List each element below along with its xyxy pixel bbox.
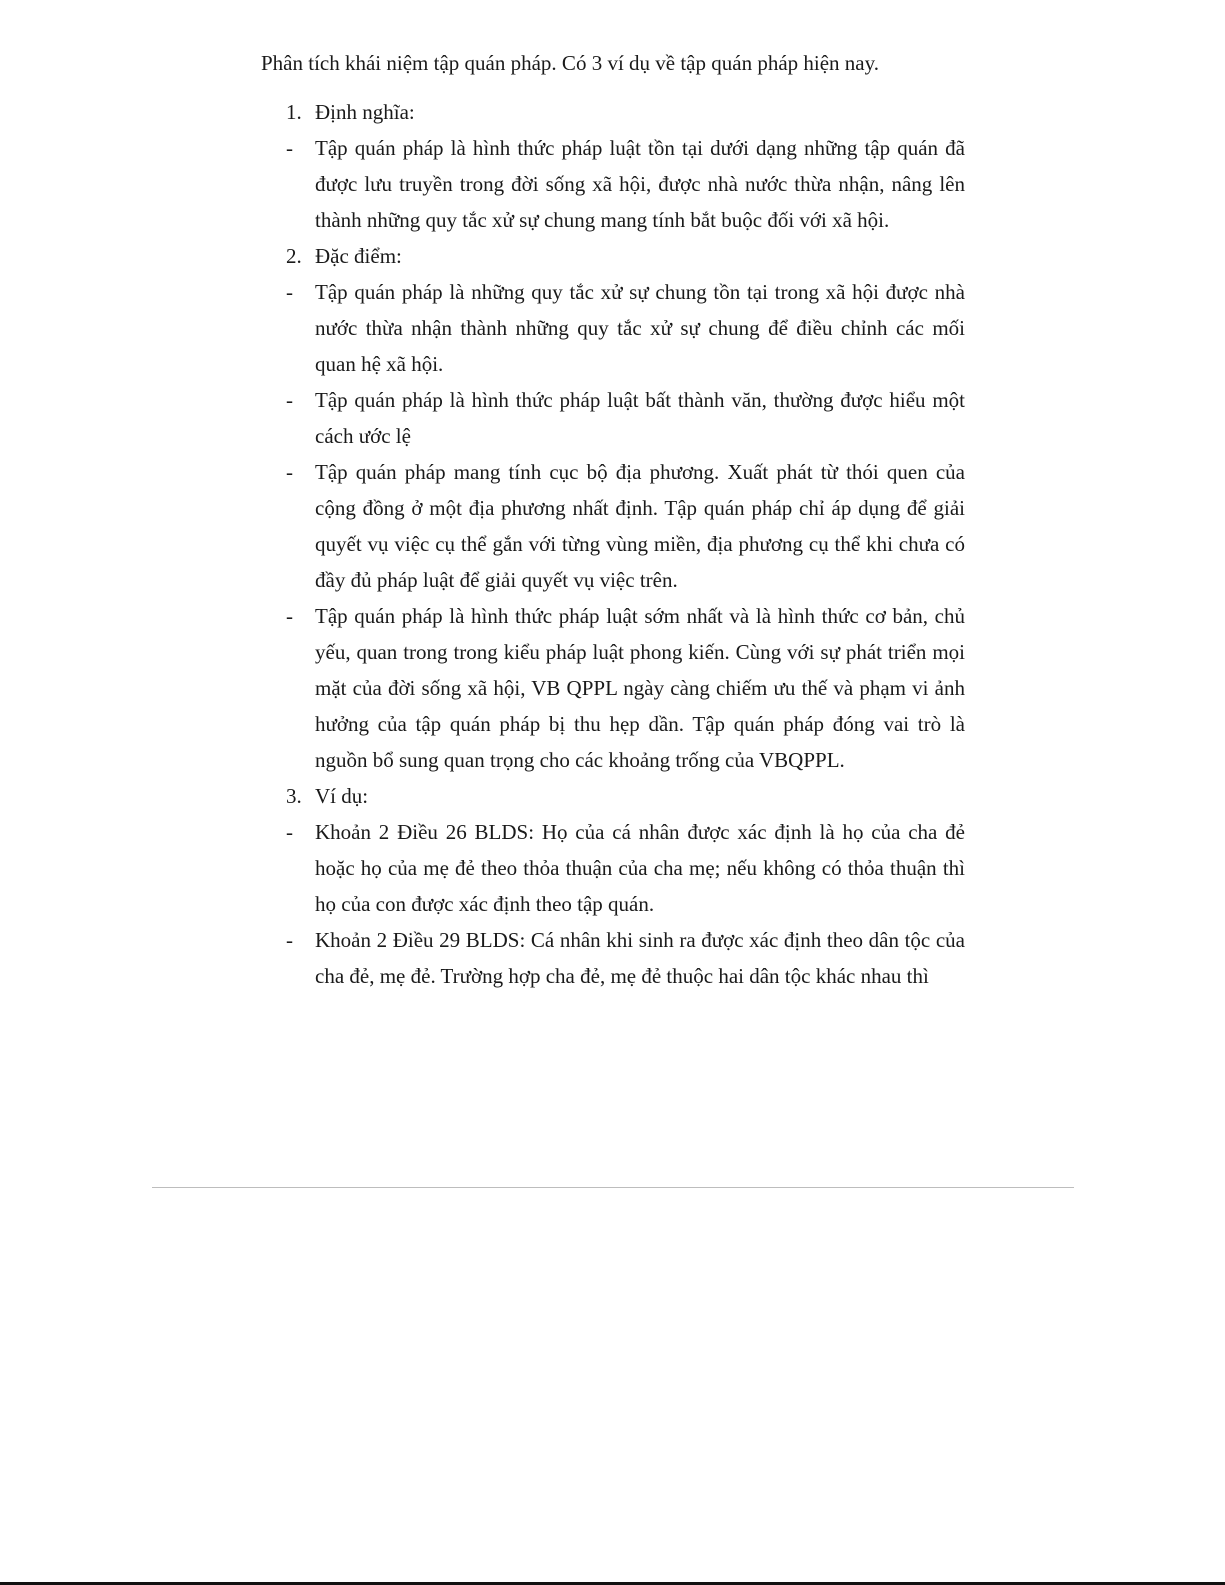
list-marker: - <box>286 928 293 952</box>
list-item-text: Tập quán pháp là hình thức pháp luật tồn tại dưới dạng những tập quán đã được lưu truyền trong đời sống xã hội, được nhà nước thừa nhận, nâng lên thành những quy tắc xử sự chung mang tính bắt buộc đối với xã hội. <box>315 136 965 232</box>
list-item-definition-heading <box>286 94 965 130</box>
list-marker: - <box>286 460 293 484</box>
list-item-text: Ví dụ: <box>315 784 369 808</box>
document-body <box>286 94 965 994</box>
list-item-text: Tập quán pháp mang tính cục bộ địa phương. Xuất phát từ thói quen của cộng đồng ở một địa phương nhất định. Tập quán pháp chỉ áp dụng để giải quyết vụ việc cụ thể gắn với từng vùng miền, địa phương cụ thể khi chưa có đầy đủ pháp luật để giải quyết vụ việc trên. <box>315 460 965 592</box>
list-item-text: Tập quán pháp là hình thức pháp luật sớm nhất và là hình thức cơ bản, chủ yếu, quan trong trong kiểu pháp luật phong kiến. Cùng với sự phát triển mọi mặt của đời sống xã hội, VB QPPL ngày càng chiếm ưu thế và phạm vi ảnh hưởng của tập quán pháp bị thu hẹp dần. Tập quán pháp đóng vai trò là nguồn bổ sung quan trọng cho các khoảng trống của VBQPPL. <box>315 604 965 772</box>
list-marker: - <box>286 820 293 844</box>
list-marker: - <box>286 388 293 412</box>
list-item-characteristic <box>286 382 965 454</box>
list-marker: - <box>286 604 293 628</box>
document-heading: Phân tích khái niệm tập quán pháp. Có 3 ví dụ về tập quán pháp hiện nay. <box>261 51 880 75</box>
list-item-definition <box>286 130 965 238</box>
list-item-example <box>286 814 965 922</box>
list-item-text: Tập quán pháp là những quy tắc xử sự chung tồn tại trong xã hội được nhà nước thừa nhận thành những quy tắc xử sự chung để điều chỉnh các mối quan hệ xã hội. <box>315 280 965 376</box>
list-item-text: Đặc điểm: <box>315 244 402 268</box>
list-item-characteristic <box>286 454 965 598</box>
list-marker: - <box>286 280 293 304</box>
list-marker: 2. <box>286 244 302 268</box>
list-item-text: Định nghĩa: <box>315 100 415 124</box>
list-marker: - <box>286 136 293 160</box>
list-item-characteristics-heading <box>286 238 965 274</box>
list-item-example <box>286 922 965 994</box>
list-marker: 1. <box>286 100 302 124</box>
list-item-characteristic <box>286 274 965 382</box>
list-item-text: Khoản 2 Điều 26 BLDS: Họ của cá nhân được xác định là họ của cha đẻ hoặc họ của mẹ đẻ theo thỏa thuận của cha mẹ; nếu không có thỏa thuận thì họ của con được xác định theo tập quán. <box>315 820 965 916</box>
page-divider <box>152 1187 1074 1188</box>
list-item-text: Khoản 2 Điều 29 BLDS: Cá nhân khi sinh ra được xác định theo dân tộc của cha đẻ, mẹ đẻ. Trường hợp cha đẻ, mẹ đẻ thuộc hai dân tộc khác nhau thì <box>315 928 965 988</box>
list-item-text: Tập quán pháp là hình thức pháp luật bất thành văn, thường được hiểu một cách ước lệ <box>315 388 965 448</box>
list-item-examples-heading <box>286 778 965 814</box>
list-marker: 3. <box>286 784 302 808</box>
list-item-characteristic <box>286 598 965 778</box>
